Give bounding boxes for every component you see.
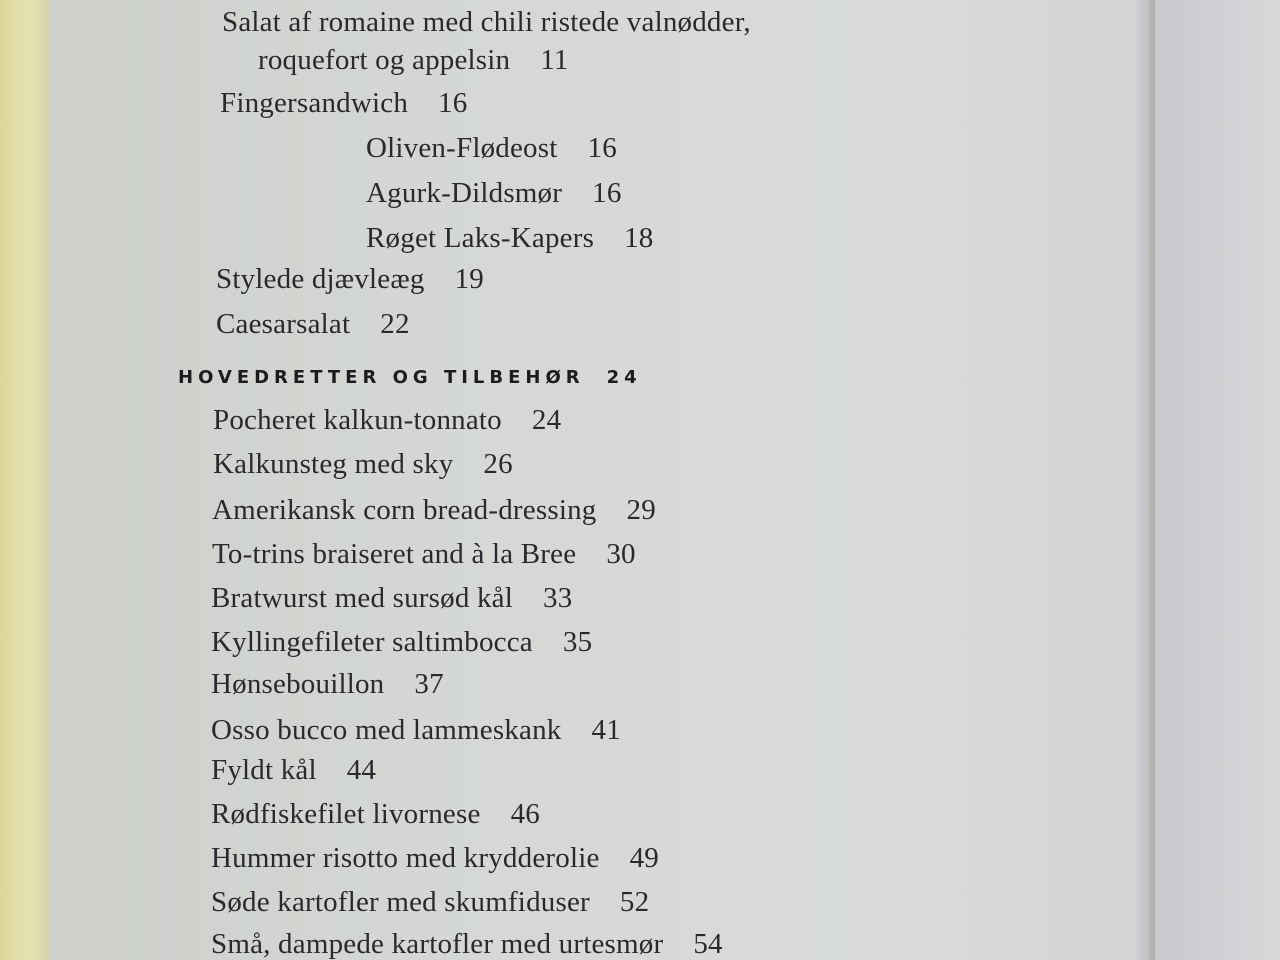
toc-subentry [366,222,654,255]
toc-entry [211,886,649,919]
section-title: HOVEDRETTER OG TILBEHØR [178,367,585,388]
toc-entry-page: 16 [587,132,617,164]
toc-entry-page: 30 [606,538,636,570]
toc-entry-title: Hummer risotto med krydderolie [211,842,600,874]
toc-entry [213,448,513,481]
toc-entry-title: Caesarsalat [216,308,351,340]
toc-entry [212,494,656,527]
toc-entry-page: 29 [626,494,656,526]
toc-entry-page: 49 [629,842,659,874]
toc-entry-page: 37 [414,668,444,700]
toc-entry-page: 33 [543,582,573,614]
toc-entry [216,263,484,296]
toc-entry-page: 19 [454,263,485,295]
toc-entry [212,538,636,571]
toc-entry-title: Oliven-Flødeost [366,132,558,164]
toc-entry-title: Stylede djævleæg [216,263,425,295]
toc-entry-title: Søde kartofler med skumfiduser [211,886,590,918]
page-gutter-shadow [1135,0,1155,960]
toc-entry [211,626,592,659]
toc-entry [216,308,410,341]
toc-entry-title: Rødfiskefilet livornese [211,798,481,830]
toc-entry [213,404,561,437]
toc-entry-page: 16 [592,177,622,209]
toc-entry-title: roquefort og appelsin [258,44,511,76]
toc-entry [220,87,467,120]
toc-subentry [366,132,617,165]
toc-entry-page: 16 [438,87,468,119]
toc-entry-title: Fyldt kål [211,754,317,786]
toc-entry-title: Amerikansk corn bread-dressing [212,494,597,526]
toc-entry-title: Små, dampede kartofler med urtesmør [211,928,664,960]
toc-subentry [366,177,622,210]
toc-entry [211,754,376,787]
toc-entry-page: 46 [510,798,540,830]
toc-entry-page: 54 [693,928,723,960]
toc-entry-title: Agurk-Dildsmør [366,177,563,209]
toc-entry-title: Kalkunsteg med sky [213,448,454,480]
toc-entry [211,842,659,875]
toc-entry-page: 52 [619,886,650,918]
toc-entry-title: Bratwurst med sursød kål [211,582,514,614]
toc-entry-title: Røget Laks-Kapers [366,222,595,254]
toc-entry-page: 41 [591,714,621,746]
toc-entry-page: 26 [483,448,513,480]
toc-entry [211,582,572,615]
toc-entry-page: 18 [624,222,654,254]
toc-entry-title: Osso bucco med lammeskank [211,714,562,746]
toc-entry [211,928,723,960]
toc-entry-page: 24 [531,404,562,436]
toc-entry-title: Salat af romaine med chili ristede valnødder, [222,6,751,38]
toc-entry-page: 11 [540,44,569,76]
book-edge [0,0,50,960]
toc-entry-title: Pocheret kalkun-tonnato [213,404,502,436]
toc-section-heading [178,367,642,388]
toc-entry-title: Hønsebouillon [211,668,385,700]
toc-entry-page: 35 [562,626,593,658]
toc-entry [211,714,621,747]
toc-entry-title: Fingersandwich [220,87,409,119]
section-page: 24 [606,367,642,388]
toc-entry-title: To-trins braiseret and à la Bree [212,538,577,570]
toc-entry [258,44,569,77]
toc-entry-page: 22 [380,308,410,340]
toc-entry [211,798,540,831]
toc-entry [222,6,751,39]
toc-entry [211,668,444,701]
toc-entry-title: Kyllingefileter saltimbocca [211,626,533,658]
toc-entry-page: 44 [346,754,377,786]
background-right [1155,0,1280,960]
